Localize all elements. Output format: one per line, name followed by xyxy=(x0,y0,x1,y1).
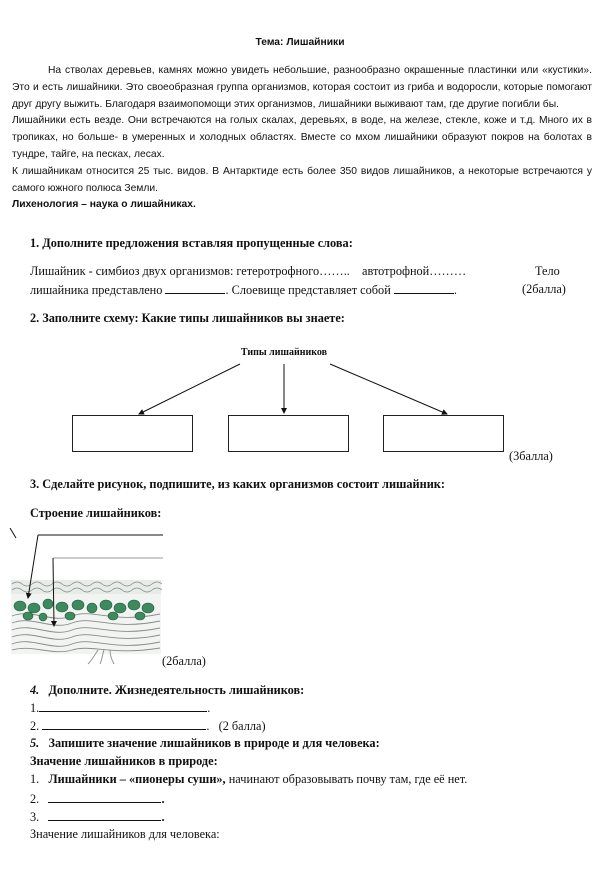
q2-score: (3балла) xyxy=(509,449,553,463)
diagram-box-3[interactable] xyxy=(383,415,504,452)
q5-heading xyxy=(30,736,380,751)
q1-text: . Слоевище представляет собой xyxy=(225,283,391,297)
page-title: Тема: Лишайники xyxy=(255,37,345,48)
q3-subheading: Строение лишайников: xyxy=(30,506,162,520)
item-number: 2. xyxy=(30,719,40,733)
q1-text: автотрофной……… xyxy=(362,264,467,278)
q1-text: . xyxy=(453,283,457,297)
nature-item-2: 2. . xyxy=(30,792,165,806)
arrow xyxy=(139,364,240,414)
answer-blank[interactable] xyxy=(48,809,161,821)
q4-item-1: 1. . xyxy=(30,701,211,715)
item-text: начинают образовывать почву там, где её нет. xyxy=(225,772,468,786)
q4-score: (2 балла) xyxy=(218,719,266,733)
q1-text: лишайника представлено xyxy=(30,283,163,297)
q4-heading xyxy=(30,683,304,698)
q4-title: Дополните. Жизнедеятельность лишайников: xyxy=(48,683,305,697)
nature-item-3: 3. . xyxy=(30,810,165,824)
item-bold: Лишайники – «пионеры суши», xyxy=(48,772,226,786)
q4-number: 4. xyxy=(30,683,40,697)
q5-title: Запишите значение лишайников в природе и для человека: xyxy=(48,736,380,750)
nature-item-1 xyxy=(30,772,467,787)
intro-paragraph-4: Лихенология – наука о лишайниках. xyxy=(12,199,196,211)
diagram-label: Типы лишайников xyxy=(240,347,328,358)
diagram-box-2[interactable] xyxy=(228,415,349,452)
arrow xyxy=(330,364,447,414)
answer-blank[interactable] xyxy=(48,791,161,803)
q2-heading: 2. Заполните схему: Какие типы лишайников вы знаете: xyxy=(30,311,345,325)
q3-score: (2балла) xyxy=(162,654,206,668)
intro-paragraph-2: Лишайники есть везде. Они встречаются на голых скалах, деревьях, в воде, на железе, стекле, коже и т.д. Много их в тропиках, но больше- в умеренных и холодных областях. Вместе со мхом лишайники образуют покров на болотах в тундре, тайге, на песках, лесах. xyxy=(12,115,592,160)
human-heading: Значение лишайников для человека: xyxy=(30,827,220,841)
nature-heading: Значение лишайников в природе: xyxy=(30,754,218,768)
q1-text: Тело xyxy=(535,264,560,278)
answer-blank[interactable] xyxy=(42,718,206,730)
q4-item-2: 2. . (2 балла) xyxy=(30,719,266,733)
item-number: 1. xyxy=(30,772,40,786)
q1-score: (2балла) xyxy=(522,282,566,296)
intro-paragraph-1: На стволах деревьев, камнях можно увидеть небольшие, разнообразно окрашенные пластинки или «кустики». Это и есть лишайники. Это своеобразная группа организмов, которая состоит из гриба и водоросли, которые помогают друг другу выжить. Благодаря взаимопомощи этих организмов, лишайники выживают там, где другие погибли бы. xyxy=(12,65,592,110)
item-number: 1. xyxy=(30,701,40,715)
item-number: 3. xyxy=(30,810,40,824)
q1-heading: 1. Дополните предложения вставляя пропущенные слова: xyxy=(30,236,353,250)
lichen-structure-image xyxy=(8,528,166,668)
q5-number: 5. xyxy=(30,736,40,750)
intro-paragraph-3: К лишайникам относится 25 тыс. видов. В Антарктиде есть более 350 видов лишайников, а некоторые встречаются у самого южного полюса Земли. xyxy=(12,165,592,194)
q1-text: Лишайник - симбиоз двух организмов: гетеротрофного…….. xyxy=(30,264,350,278)
answer-blank[interactable] xyxy=(39,700,207,712)
item-number: 2. xyxy=(30,792,40,806)
diagram-box-1[interactable] xyxy=(72,415,193,452)
q3-heading: 3. Сделайте рисунок, подпишите, из каких организмов состоит лишайник: xyxy=(30,477,445,491)
